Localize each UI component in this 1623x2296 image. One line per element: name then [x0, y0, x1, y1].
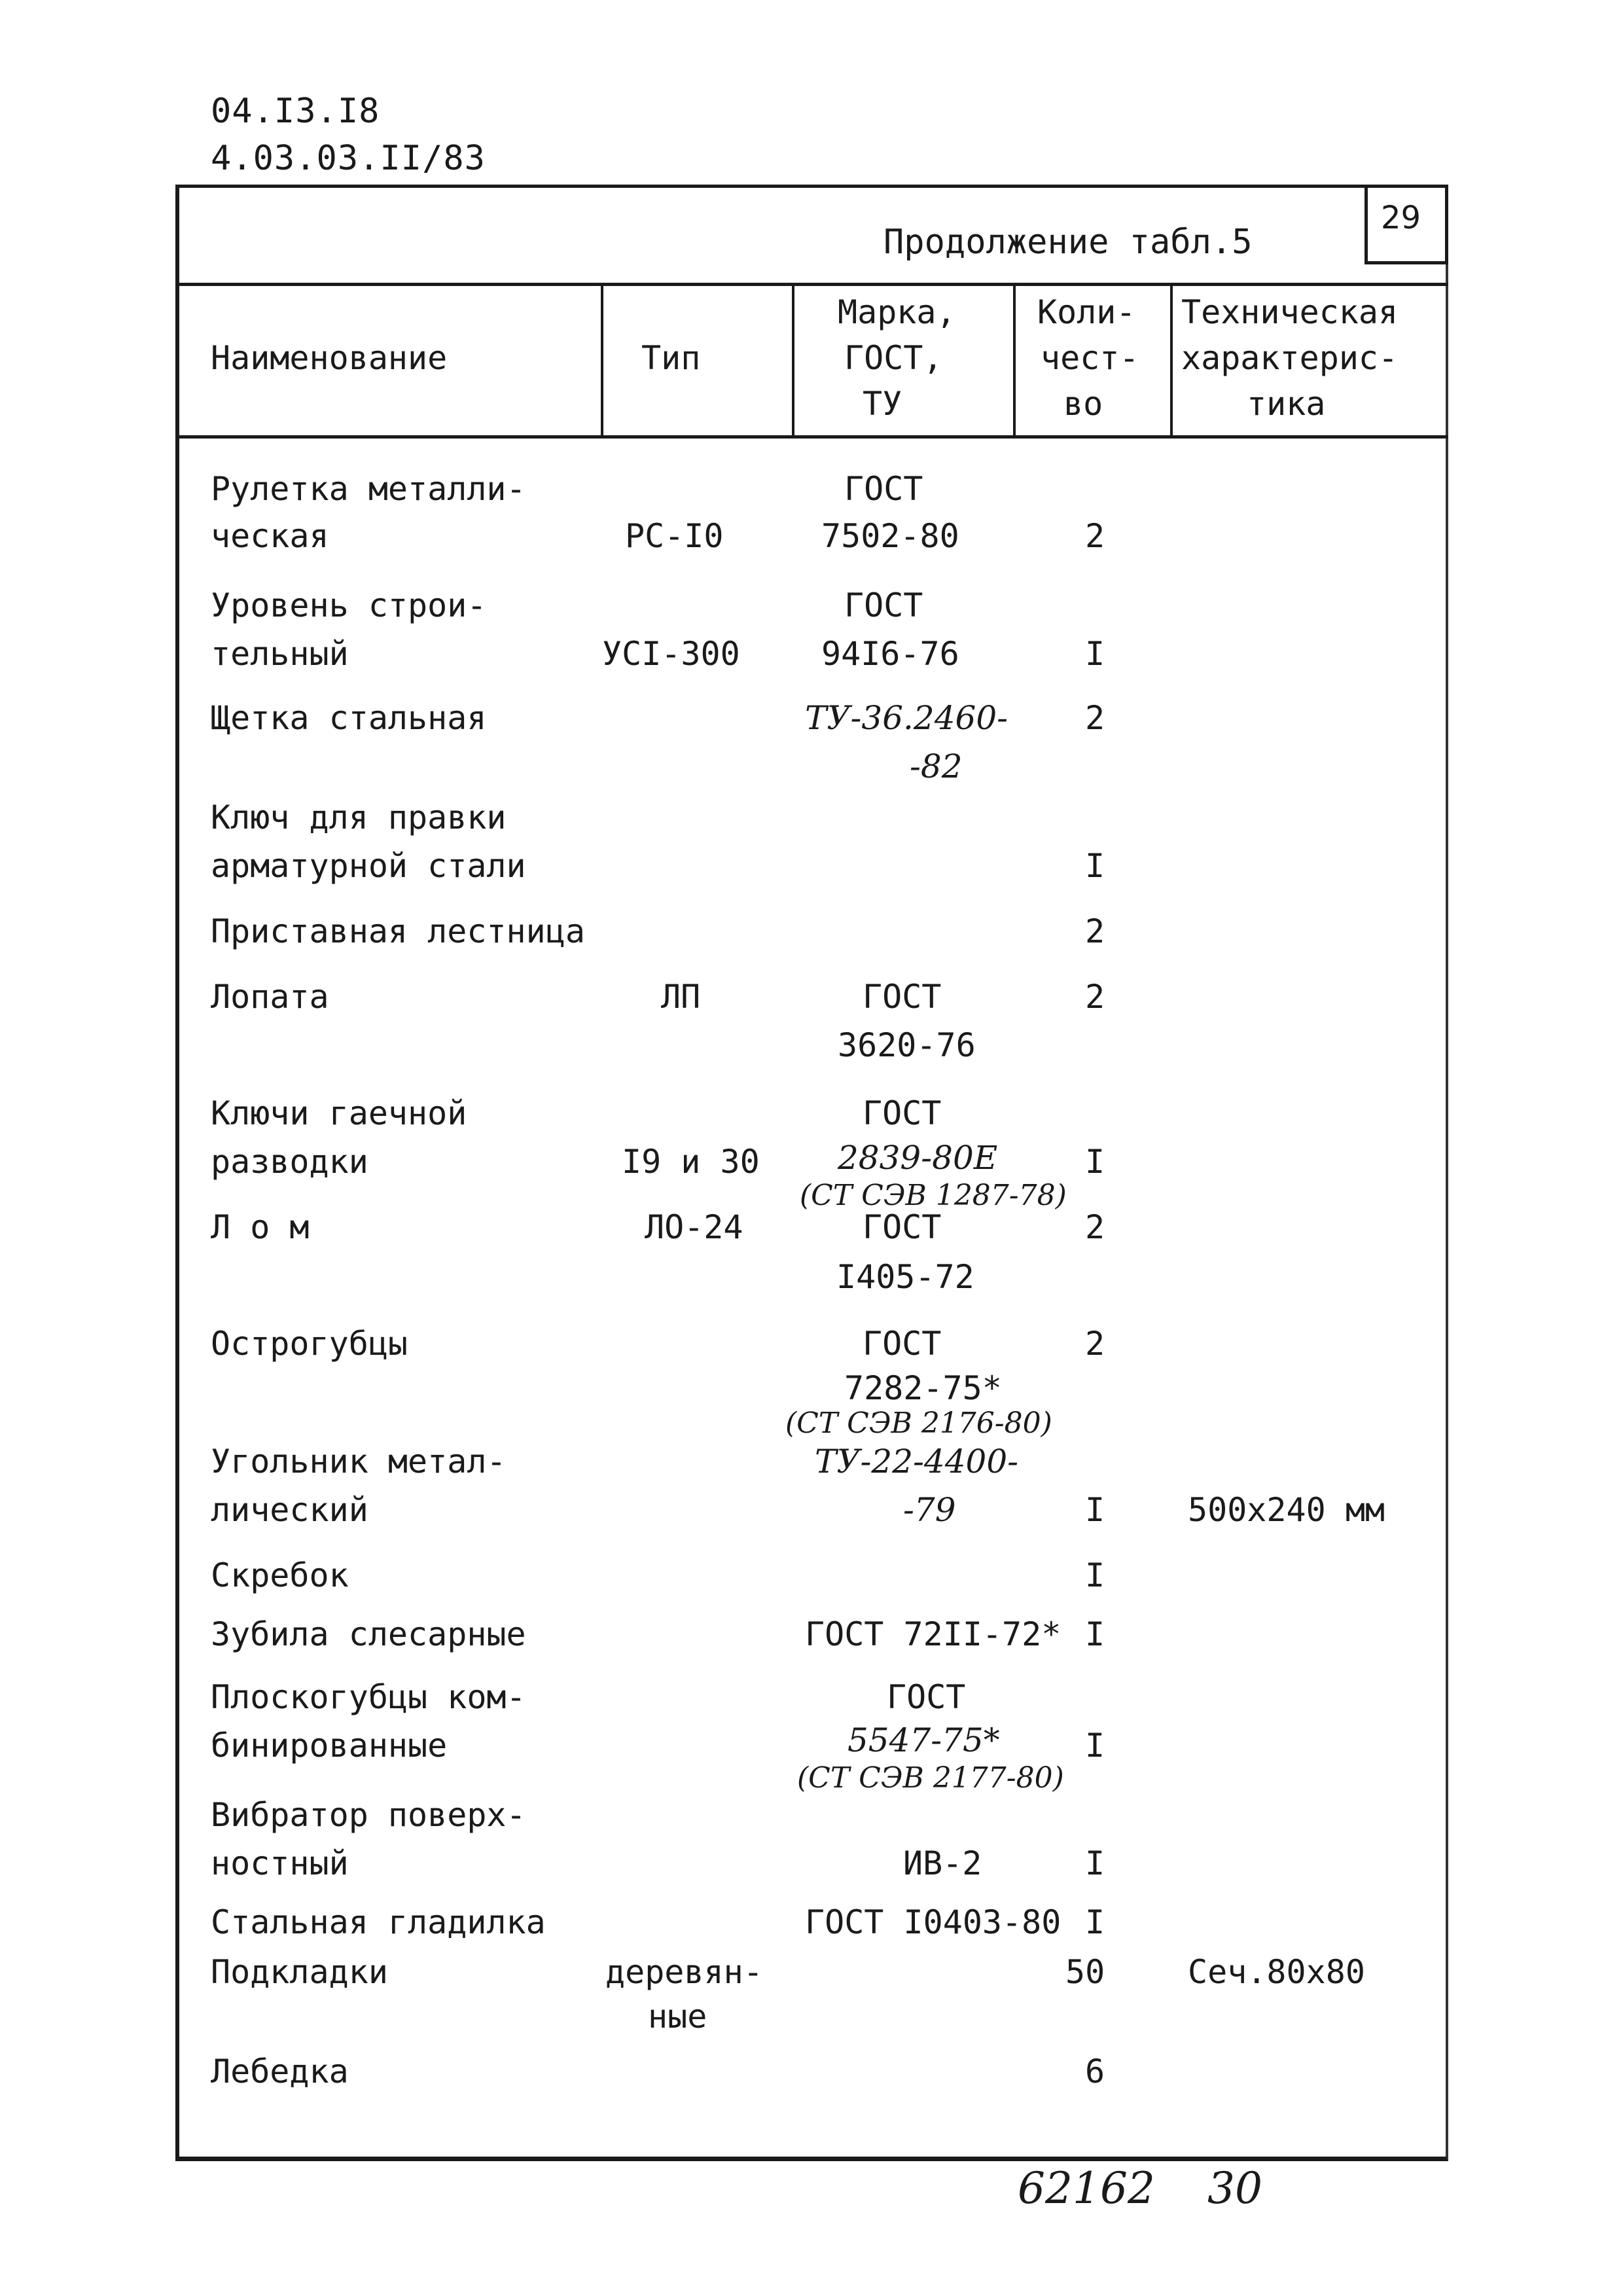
row-type: ЛП: [661, 978, 701, 1016]
row-mark-cont: 3620-76: [838, 1026, 976, 1064]
table-continuation-title: Продолжение табл.5: [883, 223, 1253, 262]
row-name-cont: тельный: [211, 635, 349, 673]
row-name: Приставная лестница: [211, 912, 585, 950]
row-name: Рулетка металли-: [211, 470, 526, 508]
row-name: Плоскогубцы ком-: [211, 1678, 526, 1716]
row-type: УСI-300: [602, 635, 740, 673]
header-tech-3: тика: [1247, 385, 1326, 423]
row-name: Зубила слесарные: [211, 1615, 526, 1653]
document-code-2: 4.03.03.II/83: [211, 139, 486, 178]
row-type: РС-I0: [625, 517, 724, 555]
header-mark-2: ГОСТ,: [844, 339, 943, 377]
row-name: Лебедка: [211, 2053, 349, 2090]
row-name: Щетка стальная: [211, 699, 487, 737]
col-sep-2: [792, 283, 794, 437]
row-qty: I: [1085, 1491, 1105, 1529]
row-mark: ГОСТ: [863, 1325, 942, 1363]
row-type: деревян-: [605, 1953, 763, 1991]
row-name: Стальная гладилка: [211, 1903, 546, 1941]
header-tech-2: характерис-: [1181, 339, 1399, 377]
header-mark-3: ТУ: [863, 385, 902, 423]
row-mark: ГОСТ: [863, 1094, 942, 1132]
row-name: Лопата: [211, 978, 329, 1016]
row-mark: ГОСТ: [844, 586, 923, 624]
row-qty: 6: [1085, 2053, 1105, 2090]
row-name-cont: лический: [211, 1491, 368, 1529]
row-mark: ГОСТ: [863, 978, 942, 1016]
row-mark-cont: 7502-80: [821, 517, 959, 555]
row-qty: 2: [1085, 1208, 1105, 1246]
row-name: Подкладки: [211, 1953, 388, 1991]
header-tech-1: Техническая: [1181, 293, 1399, 331]
row-qty: I: [1085, 1903, 1105, 1941]
header-type: Тип: [641, 339, 701, 377]
row-qty: I: [1085, 1727, 1105, 1765]
header-qty-1: Коли-: [1037, 293, 1136, 331]
footer-doc-number: 62162: [1018, 2163, 1155, 2214]
row-qty: 2: [1085, 912, 1105, 950]
row-qty: 50: [1065, 1953, 1105, 1991]
row-mark-cont: 94I6-76: [821, 635, 959, 673]
row-name: Л о м: [211, 1208, 310, 1246]
row-name: Ключ для правки: [211, 798, 507, 836]
row-name-cont: разводки: [211, 1143, 368, 1181]
row-type-cont: ные: [648, 1998, 707, 2036]
row-tech: Сеч.80x80: [1188, 1953, 1365, 1991]
row-name-cont: ческая: [211, 517, 329, 555]
row-type: I9 и 30: [622, 1143, 760, 1181]
document-code-1: 04.I3.I8: [211, 92, 380, 131]
row-mark: ГОСТ I0403-80: [805, 1903, 1061, 1941]
col-sep-3: [1013, 283, 1016, 437]
row-mark: ТУ-36.2460-: [805, 699, 1008, 737]
row-mark: ГОСТ 72II-72*: [805, 1615, 1061, 1653]
row-name: Ключи гаечной: [211, 1094, 467, 1132]
row-name: Острогубцы: [211, 1325, 408, 1363]
page-number: 29: [1381, 200, 1421, 236]
row-qty: 2: [1085, 1325, 1105, 1363]
header-qty-3: во: [1063, 385, 1103, 423]
row-mark-note: (СТ СЭВ 2176-80): [785, 1407, 1052, 1440]
page-number-box: [1364, 185, 1448, 264]
row-name: Угольник метал-: [211, 1443, 507, 1480]
row-mark: ТУ-22-4400-: [815, 1443, 1019, 1480]
row-qty: I: [1085, 1615, 1105, 1653]
row-name-cont: бинированные: [211, 1727, 448, 1765]
header-mark-1: Марка,: [838, 293, 956, 331]
row-qty: 2: [1085, 699, 1105, 737]
row-name: Скребок: [211, 1556, 349, 1594]
row-type: ЛО-24: [645, 1208, 743, 1246]
row-qty: I: [1085, 1556, 1105, 1594]
row-name: Вибратор поверх-: [211, 1796, 526, 1834]
row-mark-note: (СТ СЭВ 1287-78): [800, 1179, 1067, 1212]
row-mark-cont: -82: [910, 747, 963, 785]
row-mark-cont: -79: [903, 1491, 956, 1529]
col-sep-1: [601, 283, 603, 437]
row-mark-note: (СТ СЭВ 2177-80): [797, 1761, 1064, 1795]
footer-sheet-number: 30: [1207, 2163, 1262, 2214]
row-qty: 2: [1085, 517, 1105, 555]
header-top-rule: [175, 283, 1448, 286]
row-mark-cont: 2839-80Е: [838, 1139, 998, 1177]
row-mark-cont: 7282-75*: [844, 1369, 1002, 1407]
row-mark-cont: I405-72: [836, 1258, 974, 1296]
row-mark: ГОСТ: [863, 1208, 942, 1246]
row-qty: 2: [1085, 978, 1105, 1016]
col-sep-4: [1170, 283, 1173, 437]
header-name: Наименование: [211, 339, 448, 377]
row-qty: I: [1085, 1143, 1105, 1181]
row-tech: 500x240 мм: [1188, 1491, 1385, 1529]
row-name-cont: арматурной стали: [211, 847, 526, 885]
header-bottom-rule: [175, 435, 1448, 439]
row-qty: I: [1085, 847, 1105, 885]
row-qty: I: [1085, 635, 1105, 673]
row-qty: I: [1085, 1844, 1105, 1882]
row-mark: ГОСТ: [844, 470, 923, 508]
row-mark: ИВ-2: [903, 1844, 982, 1882]
row-mark: ГОСТ: [887, 1678, 966, 1716]
row-mark-cont: 5547-75*: [847, 1721, 1000, 1759]
row-name: Уровень строи-: [211, 586, 487, 624]
header-qty-2: чест-: [1041, 339, 1139, 377]
row-name-cont: ностный: [211, 1844, 349, 1882]
